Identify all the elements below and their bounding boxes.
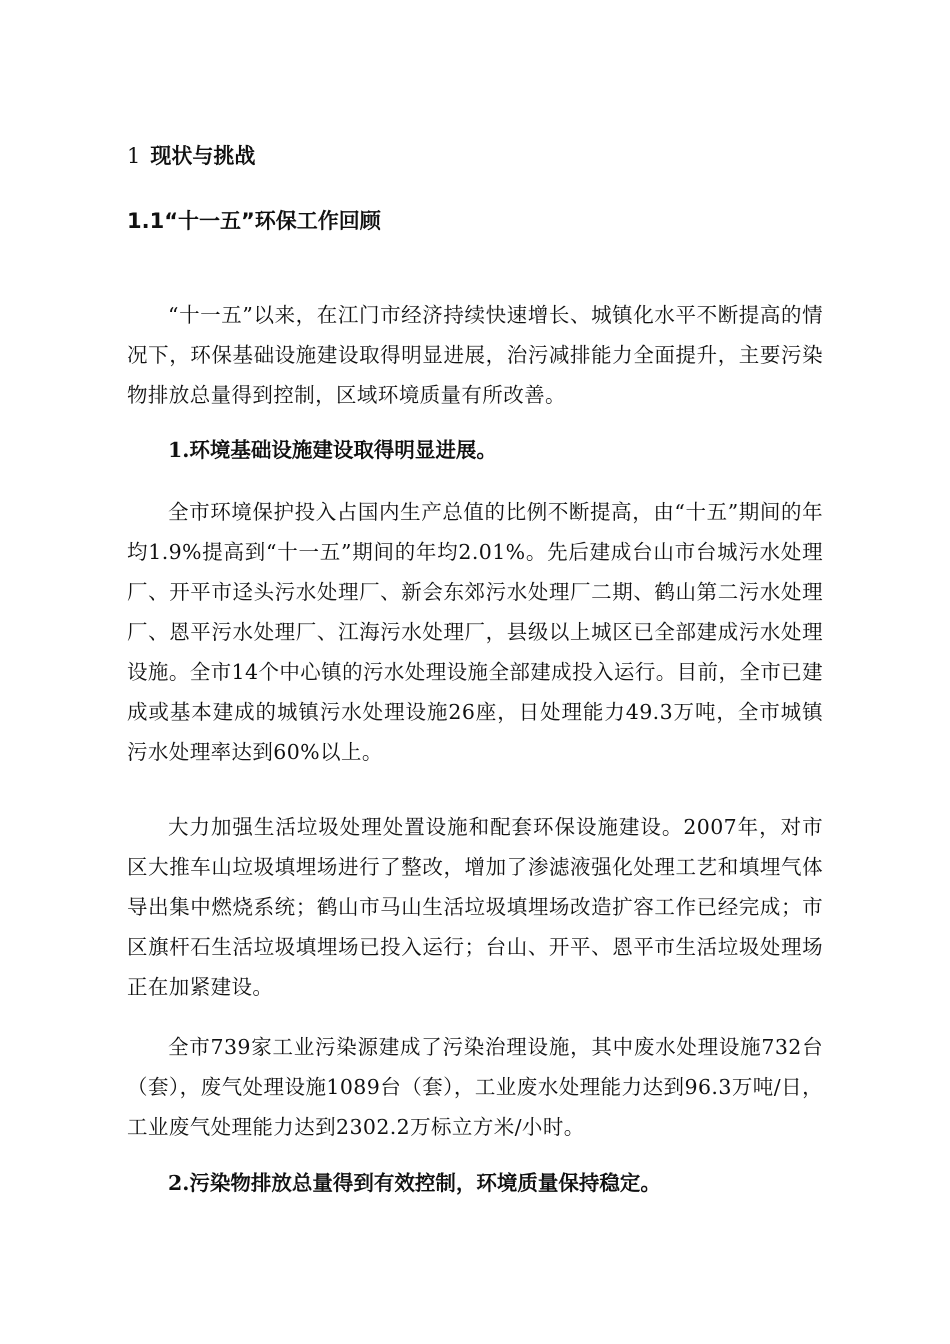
section-number: 1 (127, 144, 141, 168)
paragraph-industrial: 全市739家工业污染源建成了污染治理设施，其中废水处理设施732台（套），废气处理设施1089台（套），工业废水处理能力达到96.3万吨/日，工业废气处理能力达到2302.2万标立方米/小时。 (127, 1035, 823, 1139)
section-heading (127, 141, 255, 171)
intro-paragraph: “十一五”以来，在江门市经济持续快速增长、城镇化水平不断提高的情况下，环保基础设施建设取得明显进展，治污减排能力全面提升，主要污染物排放总量得到控制，区域环境质量有所改善。 (127, 303, 823, 407)
section-title: 现状与挑战 (150, 144, 256, 168)
paragraph-garbage: 大力加强生活垃圾处理处置设施和配套环保设施建设。2007年，对市区大推车山垃圾填埋场进行了整改，增加了渗滤液强化处理工艺和填埋气体导出集中燃烧系统；鹤山市马山生活垃圾填埋场改造扩容工作已经完成；市区旗杆石生活垃圾填埋场已投入运行；台山、开平、恩平市生活垃圾处理场正在加紧建设。 (127, 815, 823, 999)
subsection-heading: 1.1“十一五”环保工作回顾 (127, 209, 381, 233)
paragraph-sewage: 全市环境保护投入占国内生产总值的比例不断提高，由“十五”期间的年均1.9%提高到“十一五”期间的年均2.01%。先后建成台山市台城污水处理厂、开平市迳头污水处理厂、新会东郊污水处理厂二期、鹤山第二污水处理厂、恩平污水处理厂、江海污水处理厂，县级以上城区已全部建成污水处理设施。全市14个中心镇的污水处理设施全部建成投入运行。目前，全市已建成或基本建成的城镇污水处理设施26座，日处理能力49.3万吨，全市城镇污水处理率达到60%以上。 (127, 500, 823, 764)
subheading-infrastructure: 1.环境基础设施建设取得明显进展。 (168, 438, 497, 462)
subheading-emissions: 2.污染物排放总量得到有效控制，环境质量保持稳定。 (168, 1171, 661, 1195)
